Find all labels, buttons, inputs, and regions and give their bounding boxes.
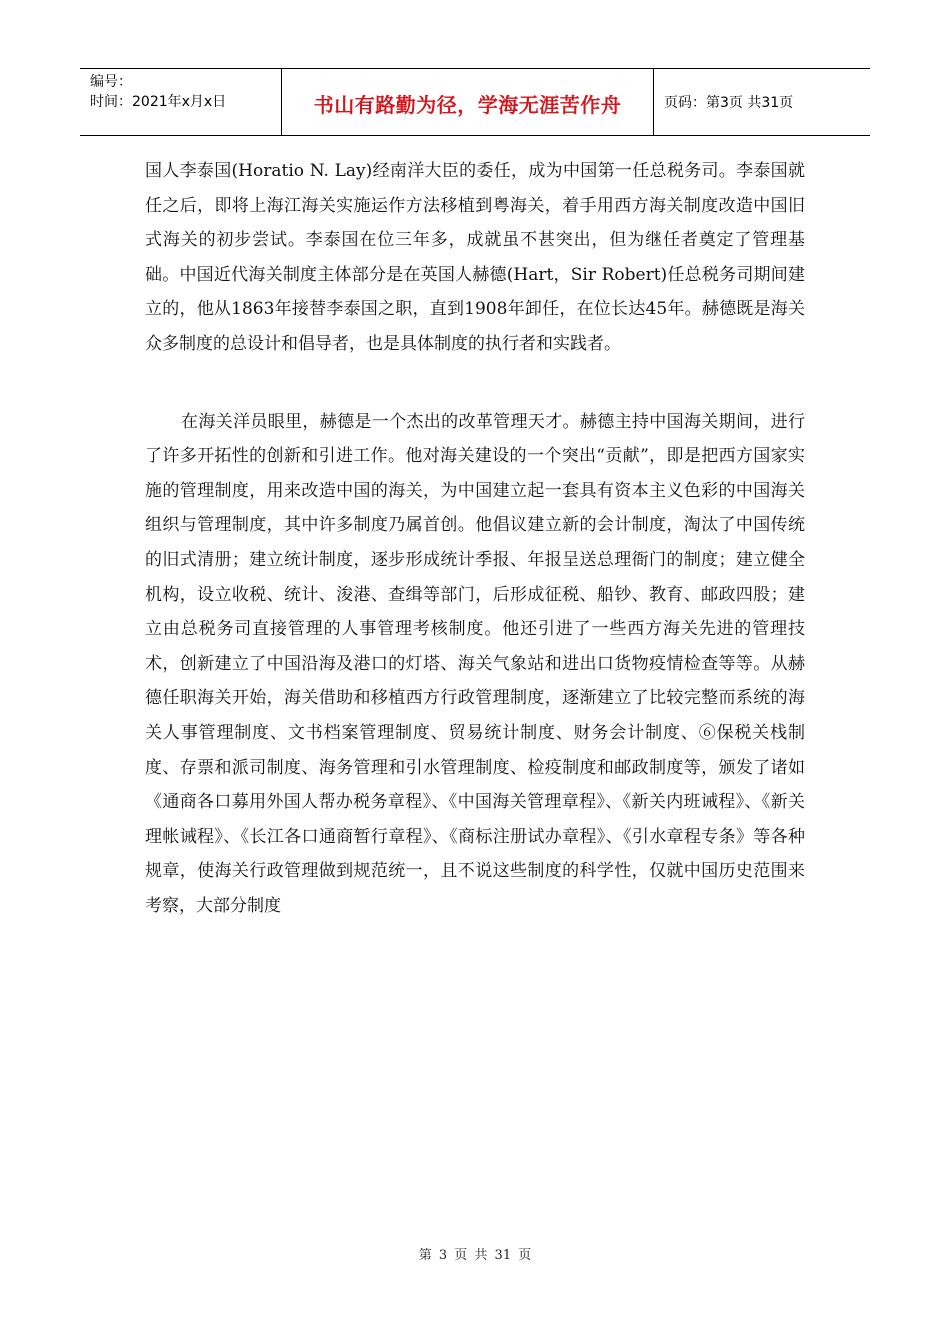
paragraph-1: 国人李泰国(Horatio N. Lay)经南洋大臣的委任，成为中国第一任总税务司。李泰国就任之后，即将上海江海关实施运作方法移植到粤海关，着手用西方海关制度改造中国旧式海关的初步尝试。李泰国在位三年多，成就虽不甚突出，但为继任者奠定了管理基础。中国近代海关制度主体部分是在英国人赫德(Hart，Sir Robert)任总税务司期间建立的，他从1863年接替李泰国之职，直到1908年卸任，在位长达45年。赫德既是海关众多制度的总设计和倡导者，也是具体制度的执行者和实践者。 — [145, 161, 805, 354]
document-number-label: 编号： — [90, 74, 132, 90]
header-page-info: 页码：第3页 共31页 — [664, 95, 794, 111]
document-date: 时间：2021年x月x日 — [90, 94, 227, 110]
paragraph-2: 在海关洋员眼里，赫德是一个杰出的改革管理天才。赫德主持中国海关期间，进行了许多开拓性的创新和引进工作。他对海关建设的一个突出“贡献”，即是把西方国家实施的管理制度，用来改造中国的海关，为中国建立起一套具有资本主义色彩的中国海关组织与管理制度，其中许多制度乃属首创。他倡议建立新的会计制度，淘汰了中国传统的旧式清册；建立统计制度，逐步形成统计季报、年报呈送总理衙门的制度；建立健全机构，设立收税、统计、浚港、查缉等部门，后形成征税、船钞、教育、邮政四股；建立由总税务司直接管理的人事管理考核制度。他还引进了一些西方海关先进的管理技术，创新建立了中国沿海及港口的灯塔、海关气象站和进出口货物疫情检查等等。从赫德任职海关开始，海关借助和移植西方行政管理制度，逐渐建立了比较完整而系统的海关人事管理制度、文书档案管理制度、贸易统计制度、财务会计制度、⑥保税关栈制度、存票和派司制度、海务管理和引水管理制度、检疫制度和邮政制度等，颁发了诸如《通商各口募用外国人帮办税务章程》、《中国海关管理章程》、《新关内班诫程》、《新关理帐诫程》、《长江各口通商暂行章程》、《商标注册试办章程》、《引水章程专条》等各种规章，使海关行政管理做到规范统一，且不说这些制度的科学性，仅就中国历史范围来考察，大部分制度 — [145, 411, 805, 916]
page-header — [80, 68, 870, 136]
document-body — [145, 154, 805, 923]
page-footer: 第 3 页 共 31 页 — [418, 1248, 532, 1263]
header-meta — [80, 69, 282, 135]
header-motto: 书山有路勤为径，学海无涯苦作舟 — [282, 69, 654, 135]
